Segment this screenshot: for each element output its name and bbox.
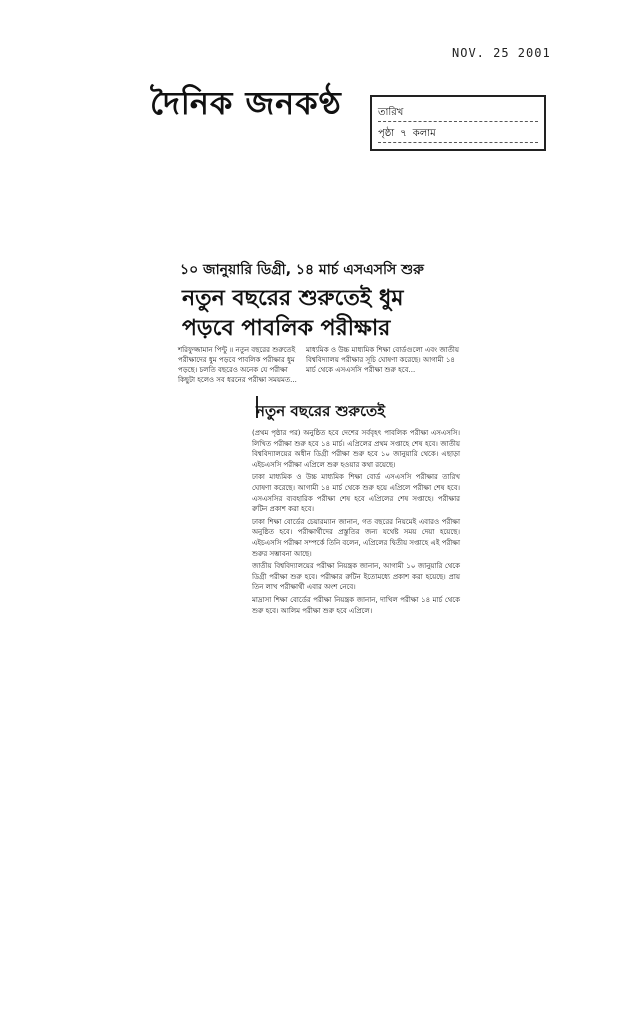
headline-line-1: নতুন বছরের শুরুতেই ধুম (182, 286, 404, 311)
stamp-column-label: কলাম (412, 128, 436, 139)
article-body (252, 428, 460, 618)
headline-line-2: পড়বে পাবলিক পরীক্ষার (182, 316, 391, 341)
archive-date-stamp: NOV. 25 2001 (452, 46, 551, 60)
article-kicker: ১০ জানুয়ারি ডিগ্রী, ১৪ মার্চ এসএসসি শুরু (180, 262, 424, 278)
stamp-date-label: তারিখ (378, 107, 404, 118)
continuation-subhead: নতুন বছরের শুরুতেই (256, 402, 386, 420)
stamp-page-line (378, 122, 538, 143)
article-headline (182, 284, 462, 344)
body-paragraph: মাদ্রাসা শিক্ষা বোর্ডের পরীক্ষা নিয়ন্ত্রক জানান, দাখিল পরীক্ষা ১৪ মার্চ থেকে শুরু হবে। আলিম পরীক্ষা শুরু হবে এপ্রিলে। (252, 595, 460, 615)
stamp-page-label: পৃষ্ঠা (378, 128, 395, 139)
lead-column-left: শরিফুজ্জামান পিন্টু ॥ নতুন বছরের শুরুতেই পরীক্ষাদের ধুম পড়বে পাবলিক পরীক্ষার ধুম পড়ছে। চলতি বছরেও অনেক যে পরীক্ষা কিছুটা হলেও সব ধরনের পরীক্ষা সময়মত... (178, 346, 297, 384)
body-paragraph: ঢাকা শিক্ষা বোর্ডের চেয়ারম্যান জানান, গত বছরের নিয়মেই এবারও পরীক্ষা অনুষ্ঠিত হবে। পরীক্ষার্থীদের প্রস্তুতির জন্য যথেষ্ট সময় দেয়া হয়েছে। এইচএসসি পরীক্ষা সম্পর্কে তিনি বলেন, এপ্রিলের দ্বিতীয় সপ্তাহে এই পরীক্ষা শুরুর সম্ভাবনা আছে। (252, 517, 461, 558)
stamp-page-value: ৭ (400, 128, 407, 139)
body-paragraph: ঢাকা মাধ্যমিক ও উচ্চ মাধ্যমিক শিক্ষা বোর্ড এসএসসি পরীক্ষার তারিখ ঘোষণা করেছে। আগামী ১৪ মার্চ থেকে শুরু হয়ে এপ্রিলে পরীক্ষা শেষ হবে। এসএসসির ব্যবহারিক পরীক্ষা শেষ হবে এপ্রিলের শেষ সপ্তাহে। পরীক্ষার রুটিন প্রকাশ করা হবে। (252, 473, 460, 514)
stamp-date-line (378, 101, 538, 122)
body-paragraph: জাতীয় বিশ্ববিদ্যালয়ের পরীক্ষা নিয়ন্ত্রক জানান, আগামী ১০ জানুয়ারি থেকে ডিগ্রী পরীক্ষা শুরু হবে। পরীক্ষার রুটিন ইতোমধ্যে প্রকাশ করা হয়েছে। প্রায় তিন লাখ পরীক্ষার্থী এবার অংশ নেবে। (252, 562, 460, 592)
newspaper-masthead: দৈনিক জনকণ্ঠ (150, 84, 342, 122)
body-paragraph: (প্রথম পৃষ্ঠার পর) অনুষ্ঠিত হবে দেশের সর্ববৃহৎ পাবলিক পরীক্ষা এসএসসি। লিখিত পরীক্ষা শুরু হবে ১৪ মার্চ। এপ্রিলের প্রথম সপ্তাহে শেষ হবে। জাতীয় বিশ্ববিদ্যালয়ের অধীন ডিগ্রী পরীক্ষা শুরু হবে ১০ জানুয়ারি থেকে। এছাড়া এইচএসসি পরীক্ষা এপ্রিলে শুরু হওয়ার কথা রয়েছে। (252, 429, 460, 469)
archive-stamp-box (370, 95, 546, 151)
lead-column-right: মাধ্যমিক ও উচ্চ মাধ্যমিক শিক্ষা বোর্ডগুলো এবং জাতীয় বিশ্ববিদ্যালয় পরীক্ষার সূচি ঘোষণা করেছে। আগামী ১৪ মার্চ থেকে এসএসসি পরীক্ষা শুরু হবে... (306, 346, 460, 374)
